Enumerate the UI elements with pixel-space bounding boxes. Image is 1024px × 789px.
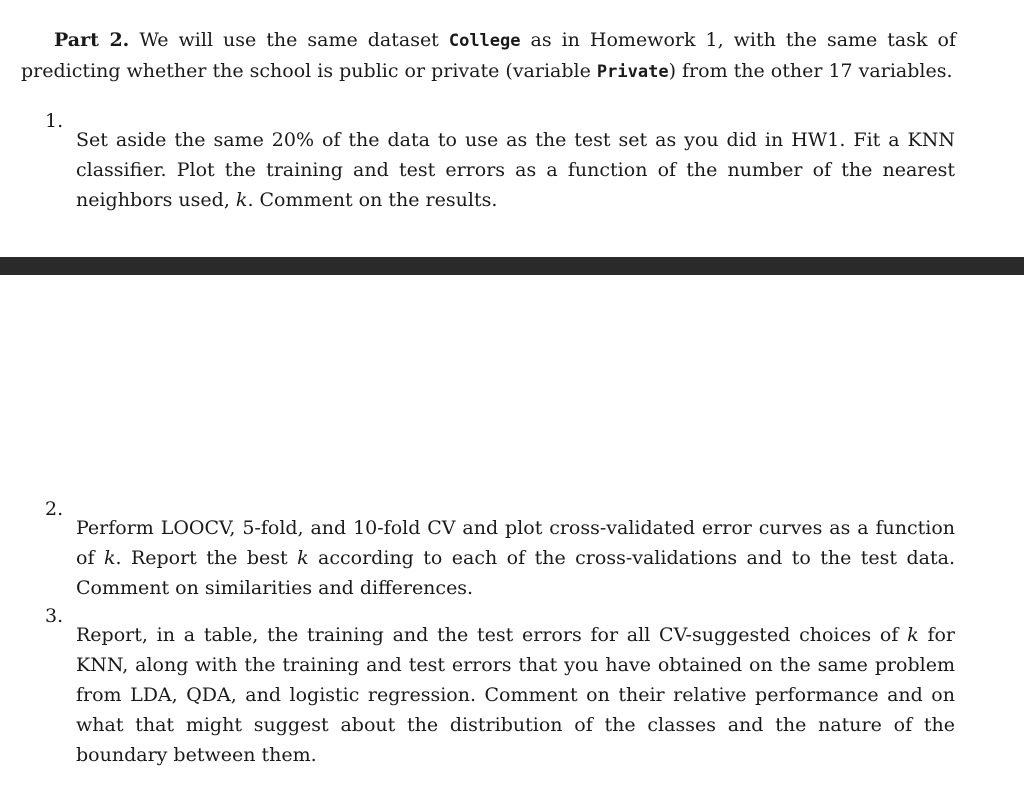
item-text [76,125,955,215]
part-label: Part 2. [54,29,130,51]
math-k: k [103,547,116,569]
item-text-2: . Report the best [115,547,288,569]
intro-paragraph [21,25,956,87]
item-text-1: Set aside the same 20% of the data to use as the test set as you did in HW1. Fit a KNN classifier. Plot the training and test errors as a function of the number of the nearest neighbors used, [76,129,955,211]
list-item-3 [45,601,955,789]
divider-bar [0,257,1024,275]
item-number: 3. [45,605,64,627]
intro-text-2: as in Homework 1, with the same task of predicting whether the school is public or private (variable [21,29,957,82]
item-text [76,620,955,770]
item-text-2: for KNN, along with the training and test errors that you have obtained on the same problem from LDA, QDA, and logistic regression. Comment on their relative performance and on what that might suggest about the distribution of the classes and the nature of the boundary between them. [76,624,956,766]
item-text-1: Report, in a table, the training and the test errors for all CV-suggested choices of [76,624,899,646]
item-text [76,513,955,603]
intro-text-3: ) from the other 17 variables. [668,60,953,82]
item-number: 1. [45,110,64,132]
item-text-3: according to each of the cross-validations and to the test data. Comment on similarities and differences. [76,547,955,599]
math-k: k [907,624,919,646]
item-text-2: . Comment on the results. [247,189,498,211]
list-item-1 [45,106,955,234]
intro-text-1: We will use the same dataset [139,29,439,51]
item-number: 2. [45,498,64,520]
item-text-1: Perform LOOCV, 5-fold, and 10-fold CV and plot cross-validated error curves as a function of [76,517,955,569]
dataset-name: College [448,31,521,51]
math-k: k [297,547,309,569]
variable-name: Private [596,62,669,82]
math-k: k [235,189,248,211]
